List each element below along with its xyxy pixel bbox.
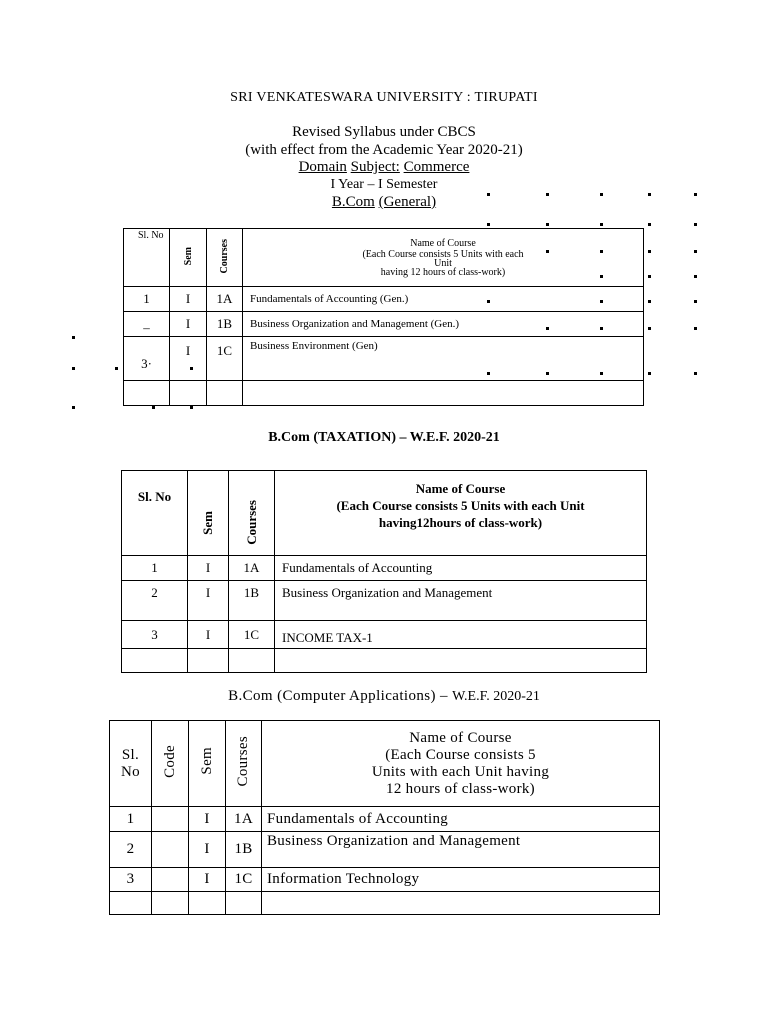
comp-title-main: B.Com (Computer Applications) – <box>228 688 448 704</box>
name-header-line3: having12hours of class-work) <box>378 515 543 530</box>
row-code <box>152 832 189 868</box>
row-course-code: 1C <box>226 868 262 892</box>
courses-header: Courses <box>235 735 251 787</box>
table-row <box>124 337 644 381</box>
table-header-row <box>110 721 660 807</box>
row-sem: I <box>170 337 207 381</box>
row-course-name: Business Environment (Gen) <box>243 337 644 381</box>
row-course-name: Business Organization and Management (Gen.) <box>243 312 644 337</box>
table-row <box>122 621 647 649</box>
row-course-name: Fundamentals of Accounting <box>262 807 660 832</box>
general-course-table <box>123 228 644 406</box>
revised-syllabus-line: Revised Syllabus under CBCS <box>292 124 476 140</box>
taxation-course-table <box>121 470 647 673</box>
courses-header: Courses <box>219 238 230 274</box>
table-header-row <box>124 229 644 287</box>
row-slno: – <box>124 312 170 337</box>
row-code <box>152 868 189 892</box>
table-row-empty <box>124 381 644 406</box>
name-of-course-header <box>275 471 647 556</box>
name-of-course-header <box>243 229 644 287</box>
row-course-code: 1A <box>207 287 243 312</box>
row-course-name: Business Organization and Management <box>262 832 660 868</box>
table-row <box>110 807 660 832</box>
name-header-line1: Name of Course <box>409 730 512 746</box>
subject-value: Commerce <box>403 159 470 175</box>
table-row <box>122 581 647 621</box>
name-header-line3: Units with each Unit having <box>371 764 550 780</box>
academic-year-line: (with effect from the Academic Year 2020-21) <box>245 142 523 158</box>
row-course-name: Business Organization and Management <box>275 581 647 621</box>
slno-header <box>110 721 152 807</box>
code-header: Code <box>161 744 178 778</box>
row-slno: 3 <box>122 621 188 649</box>
row-slno: 3· <box>124 337 170 381</box>
name-header-line1: Name of Course <box>410 238 476 249</box>
table-row-empty <box>122 649 647 673</box>
name-header-line1: Name of Course <box>415 481 506 496</box>
courses-header: Courses <box>243 500 259 545</box>
row-course-code: 1B <box>207 312 243 337</box>
name-header-line2: (Each Course consists 5 <box>385 747 536 763</box>
name-header-line2: (Each Course consists 5 Units with each Unit <box>336 498 585 513</box>
row-sem: I <box>188 621 229 649</box>
row-code <box>152 807 189 832</box>
row-slno: 1 <box>122 556 188 581</box>
row-sem: I <box>170 312 207 337</box>
subject-label: Subject: <box>350 159 400 175</box>
row-course-code: 1C <box>229 621 275 649</box>
slno-header-line1: Sl. <box>121 746 140 763</box>
name-header-line4: 12 hours of class-work) <box>386 781 535 797</box>
program-name: B.Com <box>331 194 375 210</box>
row-slno: 2 <box>122 581 188 621</box>
table-header-row <box>122 471 647 556</box>
comp-title-wef: W.E.F. 2020-21 <box>452 689 540 704</box>
row-sem: I <box>189 832 226 868</box>
row-sem: I <box>188 581 229 621</box>
row-course-code: 1B <box>229 581 275 621</box>
row-slno: 3 <box>110 868 152 892</box>
slno-header: Sl. No <box>124 229 170 287</box>
row-course-code: 1A <box>226 807 262 832</box>
table-row <box>124 287 644 312</box>
year-semester-line: I Year – I Semester <box>330 177 438 192</box>
row-course-name: Information Technology <box>262 868 660 892</box>
name-header-line2b: Unit <box>434 258 452 269</box>
computer-applications-course-table <box>109 720 660 915</box>
domain-subject-line <box>0 159 768 176</box>
table-row <box>124 312 644 337</box>
table-row <box>122 556 647 581</box>
sem-header: Sem <box>200 511 215 535</box>
row-course-name: Fundamentals of Accounting <box>275 556 647 581</box>
computer-applications-title <box>0 688 768 705</box>
row-course-code: 1C <box>207 337 243 381</box>
sem-header: Sem <box>198 747 215 775</box>
name-of-course-header <box>262 721 660 807</box>
row-slno: 1 <box>110 807 152 832</box>
domain-label: Domain <box>298 159 347 175</box>
slno-header-line2: No <box>121 763 140 780</box>
sem-header: Sem <box>182 246 194 266</box>
row-slno: 1 <box>124 287 170 312</box>
row-sem: I <box>188 556 229 581</box>
table-row <box>110 832 660 868</box>
row-sem: I <box>170 287 207 312</box>
row-sem: I <box>189 807 226 832</box>
program-type: (General) <box>378 194 437 210</box>
slno-header: Sl. No <box>122 471 188 556</box>
row-sem: I <box>189 868 226 892</box>
table-row <box>110 868 660 892</box>
name-header-line3: having 12 hours of class-work) <box>380 267 506 278</box>
program-general-line <box>0 194 768 211</box>
taxation-title: B.Com (TAXATION) – W.E.F. 2020-21 <box>268 430 500 445</box>
table-row-empty <box>110 892 660 915</box>
row-course-name: Fundamentals of Accounting (Gen.) <box>243 287 644 312</box>
row-course-code: 1B <box>226 832 262 868</box>
university-title: SRI VENKATESWARA UNIVERSITY : TIRUPATI <box>230 90 538 105</box>
row-course-name: INCOME TAX-1 <box>275 621 647 649</box>
row-course-code: 1A <box>229 556 275 581</box>
name-header-line2: (Each Course consists 5 Units with each <box>362 249 524 260</box>
row-slno: 2 <box>110 832 152 868</box>
